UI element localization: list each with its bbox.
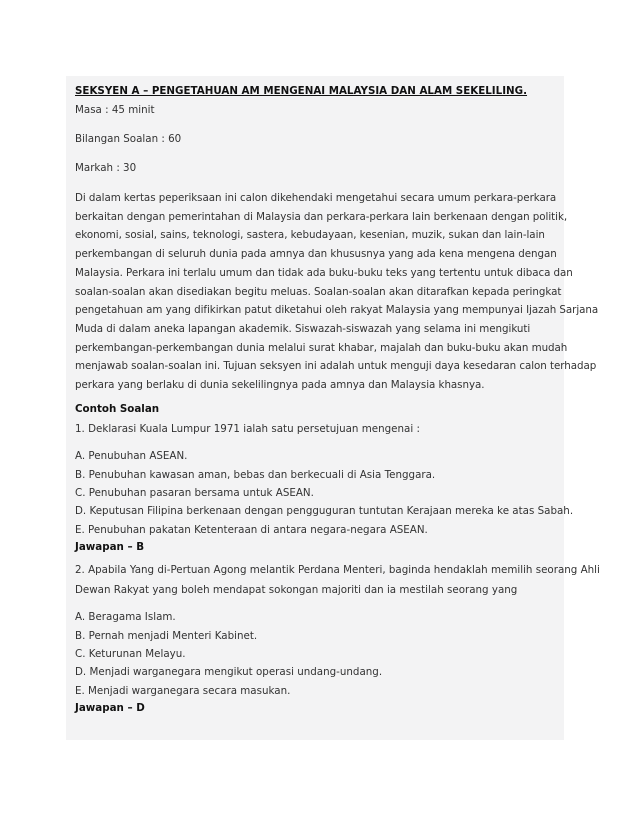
option-c: C. Penubuhan pasaran bersama untuk ASEAN. — [75, 487, 314, 500]
meta-duration: Masa : 45 minit — [75, 104, 155, 116]
document-body — [75, 83, 600, 722]
intro-line: Malaysia. Perkara ini terlalu umum dan tidak ada buku-buku teks yang tertentu untuk dibaca dan — [75, 266, 573, 279]
intro-line: pengetahuan am yang difikirkan patut diketahui oleh rakyat Malaysia yang mempunyai Ijazah Sarjana — [75, 304, 599, 317]
intro-line: Muda di dalam aneka lapangan akademik. Siswazah-siswazah yang selama ini mengikuti — [75, 322, 531, 335]
question-text: Dewan Rakyat yang boleh mendapat sokongan majoriti dan ia mestilah seorang yang — [75, 583, 518, 596]
question-1-options — [75, 447, 574, 539]
intro-line: menjawab soalan-soalan ini. Tujuan seksyen ini adalah untuk menguji daya kesedaran calon terhadap — [75, 360, 597, 373]
answer-2: Jawapan – D — [75, 702, 145, 715]
option-c: C. Keturunan Melayu. — [75, 648, 186, 661]
intro-line: perkara yang berlaku di dunia sekelilingnya pada amnya dan Malaysia khasnya. — [75, 379, 485, 392]
option-e: E. Penubuhan pakatan Ketenteraan di antara negara-negara ASEAN. — [75, 523, 428, 536]
content-panel — [66, 76, 600, 740]
option-b: B. Pernah menjadi Menteri Kabinet. — [75, 629, 258, 642]
intro-line: ekonomi, sosial, sains, teknologi, sastera, kebudayaan, kesenian, muzik, sukan dan lain-lain — [75, 229, 545, 242]
question-1 — [75, 420, 561, 440]
option-a: A. Beragama Islam. — [75, 611, 176, 624]
intro-line: perkembangan-perkembangan dunia melalui surat khabar, majalah dan buku-buku akan mudah — [75, 341, 568, 354]
meta-question-count: Bilangan Soalan : 60 — [75, 133, 182, 145]
intro-line: berkaitan dengan pemerintahan di Malaysia dan perkara-perkara lain berkenaan dengan politik, — [75, 210, 568, 223]
intro-line: Di dalam kertas peperiksaan ini calon dikehendaki mengetahui secara umum perkara-perkara — [75, 192, 557, 204]
meta-marks: Markah : 30 — [75, 162, 137, 174]
option-e: E. Menjadi warganegara secara masukan. — [75, 684, 291, 697]
intro-line: perkembangan di seluruh dunia pada amnya dan khususnya yang ada kena mengena dengan — [75, 248, 557, 261]
question-2-options — [75, 608, 561, 700]
intro-line: soalan-soalan akan disediakan begitu meluas. Soalan-soalan akan ditarafkan kepada peringkat — [75, 285, 562, 298]
option-d: D. Menjadi warganegara mengikut operasi undang-undang. — [75, 666, 383, 679]
question-2 — [75, 561, 600, 600]
option-a: A. Penubuhan ASEAN. — [75, 450, 188, 463]
answer-1: Jawapan – B — [75, 541, 145, 554]
section-heading: SEKSYEN A – PENGETAHUAN AM MENGENAI MALAYSIA DAN ALAM SEKELILING. — [75, 85, 528, 97]
intro-paragraph — [75, 189, 599, 395]
question-text: 1. Deklarasi Kuala Lumpur 1971 ialah satu persetujuan mengenai : — [75, 422, 420, 435]
option-b: B. Penubuhan kawasan aman, bebas dan berkecuali di Asia Tenggara. — [75, 468, 436, 481]
question-text: 2. Apabila Yang di-Pertuan Agong melantik Perdana Menteri, baginda hendaklah memilih seorang Ahli — [75, 564, 600, 577]
option-d: D. Keputusan Filipina berkenaan dengan pengguguran tuntutan Kerajaan mereka ke atas Sabah. — [75, 505, 574, 518]
sample-questions-title: Contoh Soalan — [75, 402, 160, 415]
